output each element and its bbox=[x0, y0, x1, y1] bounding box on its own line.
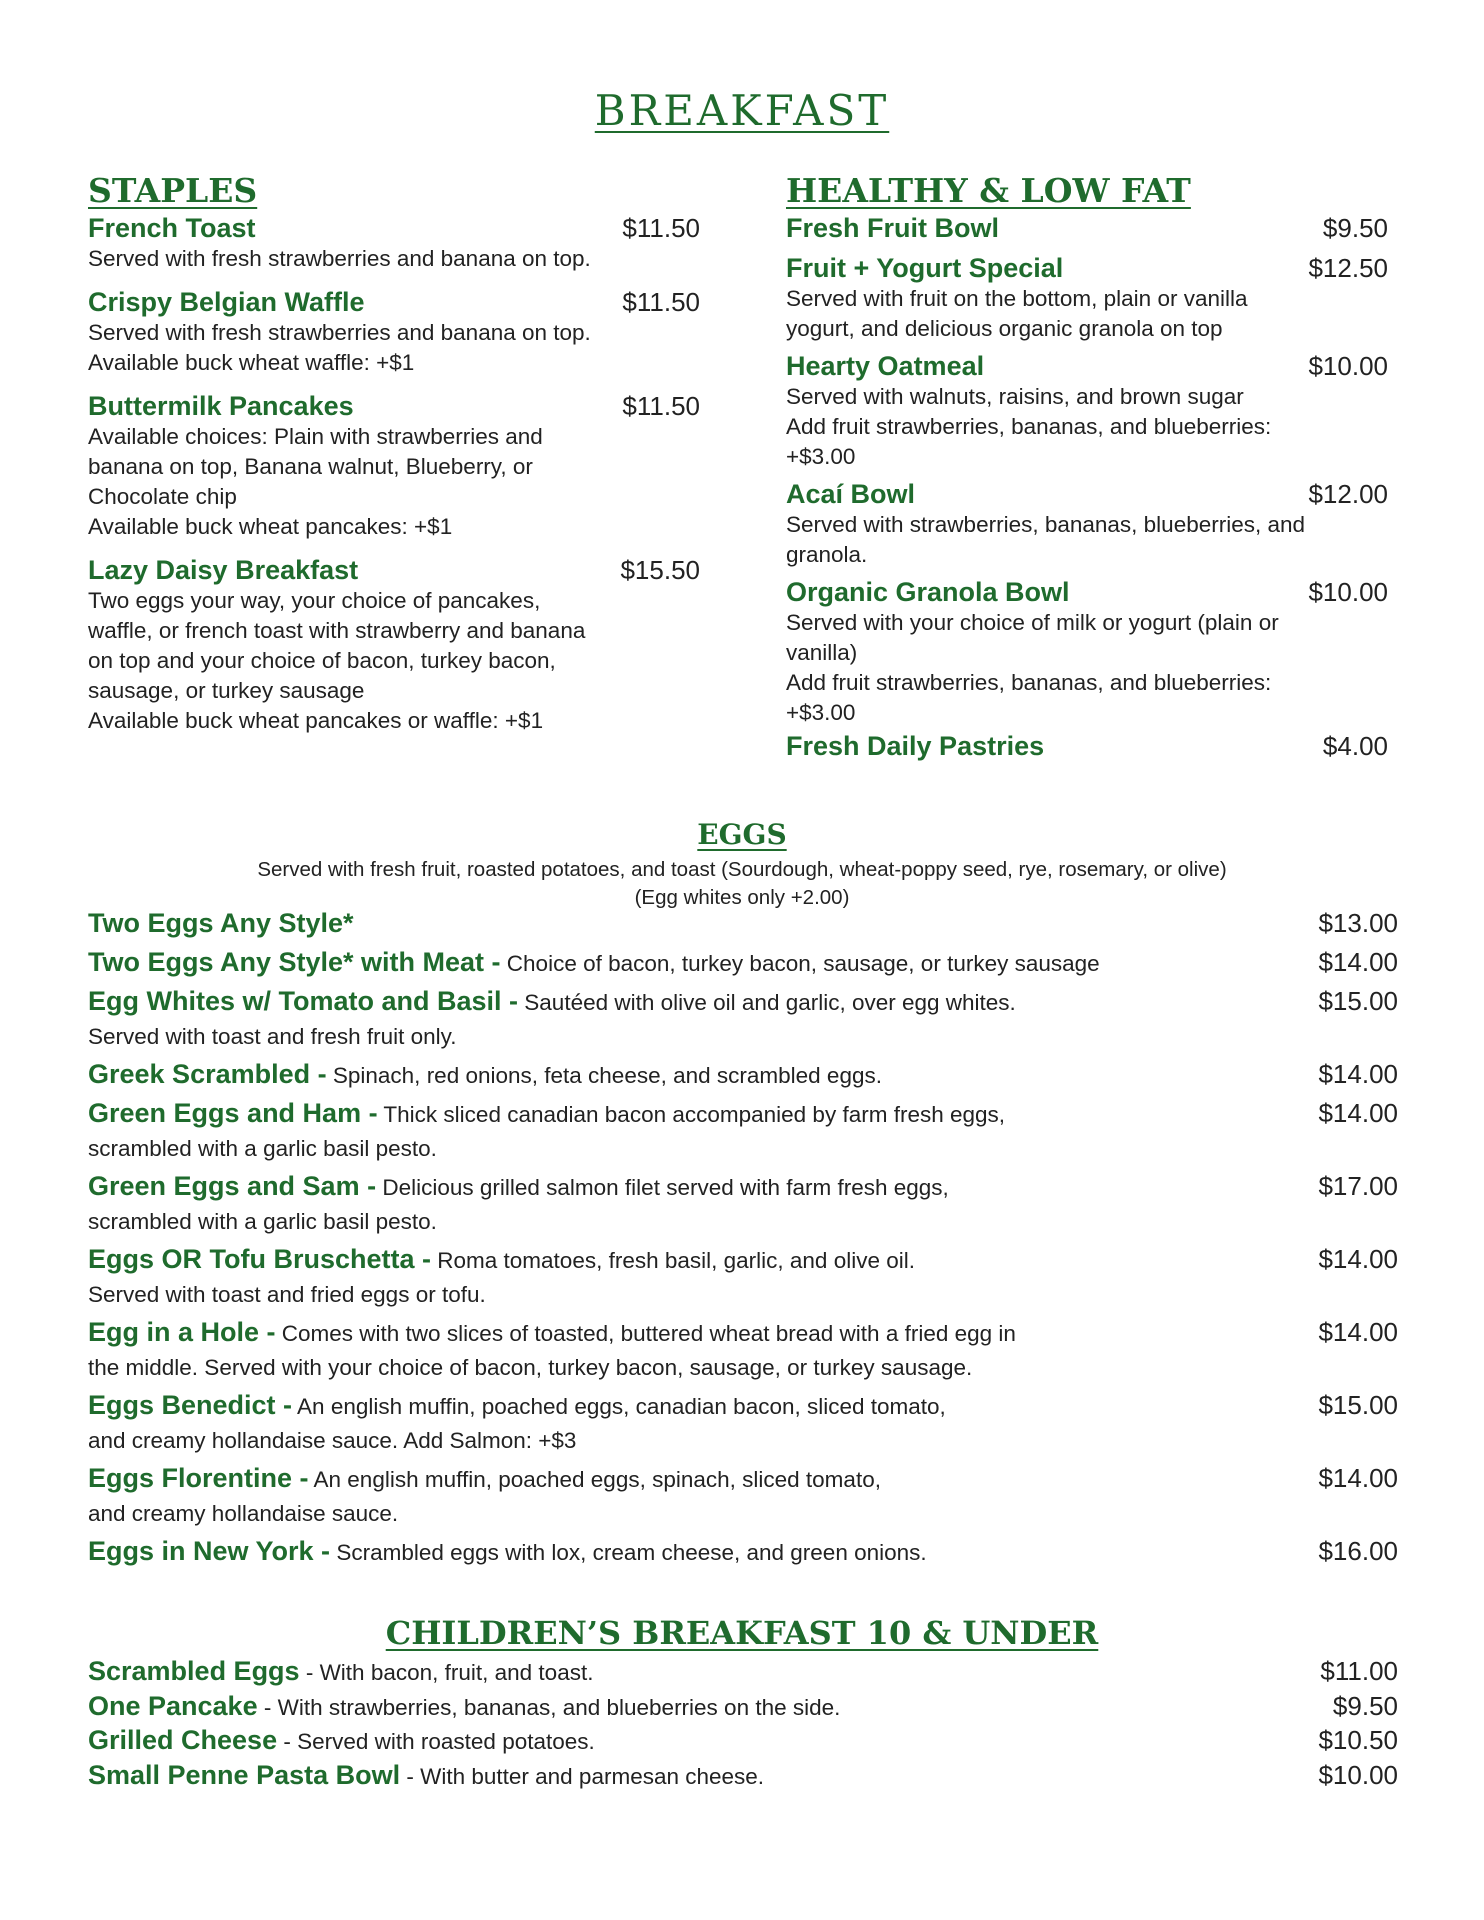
item-name: French Toast bbox=[88, 213, 256, 243]
item-name: Eggs Florentine - bbox=[88, 1463, 309, 1493]
item-name: Green Eggs and Ham - bbox=[88, 1098, 378, 1128]
item-description: Scrambled eggs with lox, cream cheese, and green onions. bbox=[330, 1540, 927, 1565]
item-name: Crispy Belgian Waffle bbox=[88, 287, 365, 317]
item-name: Two Eggs Any Style* with Meat - bbox=[88, 947, 501, 977]
item-description-continued: scrambled with a garlic basil pesto. bbox=[88, 1209, 437, 1234]
egg-item bbox=[88, 1169, 1398, 1239]
item-description: Roma tomatoes, fresh basil, garlic, and olive oil. bbox=[431, 1248, 915, 1273]
item-description: Spinach, red onions, feta cheese, and scrambled eggs. bbox=[326, 1063, 882, 1088]
item-description: Choice of bacon, turkey bacon, sausage, or turkey sausage bbox=[500, 951, 1100, 976]
item-description-continued: the middle. Served with your choice of bacon, turkey bacon, sausage, or turkey sausage. bbox=[88, 1355, 973, 1380]
menu-item bbox=[786, 576, 1388, 728]
item-name: Small Penne Pasta Bowl bbox=[88, 1759, 401, 1790]
menu-item bbox=[786, 730, 1388, 762]
egg-item bbox=[88, 1388, 1398, 1458]
item-price: $12.00 bbox=[1308, 479, 1388, 509]
item-name: One Pancake bbox=[88, 1690, 258, 1721]
egg-item bbox=[88, 1315, 1398, 1385]
item-name: Acaí Bowl bbox=[786, 479, 916, 509]
item-name: Fresh Daily Pastries bbox=[786, 731, 1045, 761]
item-price: $11.50 bbox=[622, 287, 700, 317]
item-name: Eggs Benedict - bbox=[88, 1390, 293, 1420]
healthy-section bbox=[786, 172, 1388, 774]
item-price: $9.50 bbox=[1322, 213, 1388, 243]
egg-item bbox=[88, 1057, 1398, 1093]
egg-item bbox=[88, 1096, 1398, 1166]
item-name: Two Eggs Any Style* bbox=[88, 908, 354, 938]
item-price: $11.50 bbox=[622, 213, 700, 243]
item-price: $15.00 bbox=[1318, 1390, 1398, 1420]
item-price: $12.50 bbox=[1308, 253, 1388, 283]
item-description: Comes with two slices of toasted, buttered wheat bread with a fried egg in bbox=[275, 1321, 1016, 1346]
item-description: - Served with roasted potatoes. bbox=[277, 1729, 595, 1754]
egg-item bbox=[88, 945, 1398, 981]
menu-item bbox=[88, 286, 700, 378]
item-name: Green Eggs and Sam - bbox=[88, 1171, 377, 1201]
item-price: $9.50 bbox=[1332, 1690, 1398, 1721]
item-name: Eggs OR Tofu Bruschetta - bbox=[88, 1244, 432, 1274]
item-name: Greek Scrambled - bbox=[88, 1059, 327, 1089]
item-price: $14.00 bbox=[1318, 947, 1398, 977]
menu-item bbox=[786, 350, 1388, 472]
item-description-continued: Served with toast and fried eggs or tofu. bbox=[88, 1282, 486, 1307]
item-price: $14.00 bbox=[1318, 1244, 1398, 1274]
eggs-list bbox=[88, 906, 1398, 1573]
item-name: Scrambled Eggs bbox=[88, 1656, 300, 1686]
kids-heading: CHILDREN’S BREAKFAST 10 & UNDER bbox=[385, 1614, 1099, 1652]
menu-item bbox=[786, 478, 1388, 570]
eggs-heading: EGGS bbox=[697, 818, 787, 851]
item-name: Fresh Fruit Bowl bbox=[786, 213, 1000, 243]
menu-item bbox=[88, 212, 700, 274]
item-name: Eggs in New York - bbox=[88, 1536, 331, 1566]
healthy-heading: HEALTHY & LOW FAT bbox=[786, 171, 1191, 210]
item-description: Served with fruit on the bottom, plain or vanilla yogurt, and delicious organic granola on top bbox=[786, 286, 1248, 341]
item-description: - With strawberries, bananas, and blueberries on the side. bbox=[257, 1694, 841, 1720]
item-name: Lazy Daisy Breakfast bbox=[88, 555, 359, 585]
item-description: - With bacon, fruit, and toast. bbox=[299, 1660, 594, 1685]
item-name: Hearty Oatmeal bbox=[786, 351, 985, 381]
item-price: $16.00 bbox=[1318, 1536, 1398, 1566]
kids-item bbox=[88, 1689, 1398, 1724]
menu-item bbox=[786, 212, 1388, 244]
eggs-note: (Egg whites only +2.00) bbox=[634, 886, 850, 909]
item-description: Served with fresh strawberries and banana on top. Available buck wheat waffle: +$1 bbox=[88, 320, 591, 375]
item-price: $13.00 bbox=[1318, 908, 1398, 938]
kids-item bbox=[88, 1723, 1398, 1758]
item-price: $15.00 bbox=[1318, 986, 1398, 1016]
kids-item bbox=[88, 1654, 1398, 1689]
item-description: Available choices: Plain with strawberries and banana on top, Banana walnut, Blueberry, or Chocolate chip Available buck wheat pancakes: +$1 bbox=[88, 424, 543, 539]
item-price: $10.50 bbox=[1318, 1725, 1398, 1755]
menu-item bbox=[88, 554, 700, 736]
staples-section bbox=[88, 172, 700, 748]
item-name: Organic Granola Bowl bbox=[786, 577, 1070, 607]
egg-item bbox=[88, 1534, 1398, 1570]
item-price: $14.00 bbox=[1318, 1463, 1398, 1493]
item-description: Served with walnuts, raisins, and brown sugar Add fruit strawberries, bananas, and blueberries: +$3.00 bbox=[786, 384, 1272, 469]
item-description-continued: and creamy hollandaise sauce. bbox=[88, 1501, 399, 1526]
kids-item bbox=[88, 1758, 1398, 1793]
item-price: $11.50 bbox=[622, 391, 700, 421]
item-price: $14.00 bbox=[1318, 1098, 1398, 1128]
egg-item bbox=[88, 1242, 1398, 1312]
egg-item bbox=[88, 1461, 1398, 1531]
kids-list bbox=[88, 1654, 1398, 1792]
item-description-continued: and creamy hollandaise sauce. Add Salmon: +$3 bbox=[88, 1428, 577, 1453]
item-price: $15.50 bbox=[620, 555, 700, 585]
item-price: $14.00 bbox=[1318, 1317, 1398, 1347]
item-name: Fruit + Yogurt Special bbox=[786, 253, 1064, 283]
item-name: Buttermilk Pancakes bbox=[88, 391, 354, 421]
item-description: An english muffin, poached eggs, spinach, sliced tomato, bbox=[308, 1467, 881, 1492]
menu-item bbox=[786, 252, 1388, 344]
item-price: $14.00 bbox=[1318, 1059, 1398, 1089]
item-price: $4.00 bbox=[1322, 731, 1388, 761]
item-description: An english muffin, poached eggs, canadian bacon, sliced tomato, bbox=[292, 1394, 946, 1419]
item-price: $10.00 bbox=[1318, 1759, 1398, 1790]
egg-item bbox=[88, 984, 1398, 1054]
item-description-continued: Served with toast and fresh fruit only. bbox=[88, 1024, 457, 1049]
item-price: $10.00 bbox=[1308, 351, 1388, 381]
item-name: Egg in a Hole - bbox=[88, 1317, 276, 1347]
item-description: - With butter and parmesan cheese. bbox=[400, 1763, 765, 1789]
item-description: Delicious grilled salmon filet served with farm fresh eggs, bbox=[376, 1175, 949, 1200]
staples-heading: STAPLES bbox=[88, 171, 258, 210]
item-description: Served with your choice of milk or yogurt (plain or vanilla) Add fruit strawberries, bananas, and blueberries: +$3.00 bbox=[786, 610, 1279, 725]
eggs-subtitle: Served with fresh fruit, roasted potatoes, and toast (Sourdough, wheat-poppy seed, rye, rosemary, or olive) bbox=[257, 858, 1227, 881]
item-description: Thick sliced canadian bacon accompanied by farm fresh eggs, bbox=[377, 1102, 1006, 1127]
page-title: BREAKFAST bbox=[594, 86, 890, 135]
item-description: Served with strawberries, bananas, blueberries, and granola. bbox=[786, 512, 1306, 567]
item-price: $11.00 bbox=[1320, 1656, 1398, 1686]
item-description: Sautéed with olive oil and garlic, over egg whites. bbox=[518, 990, 1016, 1015]
item-description-continued: scrambled with a garlic basil pesto. bbox=[88, 1136, 437, 1161]
item-description: Two eggs your way, your choice of pancakes, waffle, or french toast with strawberry and banana on top and your choice of bacon, turkey bacon, sausage, or turkey sausage Available buck wheat pancakes or waffle: +$1 bbox=[88, 588, 586, 733]
item-price: $10.00 bbox=[1308, 577, 1388, 607]
egg-item bbox=[88, 906, 1398, 942]
item-price: $17.00 bbox=[1318, 1171, 1398, 1201]
item-name: Egg Whites w/ Tomato and Basil - bbox=[88, 986, 519, 1016]
menu-item bbox=[88, 390, 700, 542]
item-description: Served with fresh strawberries and banana on top. bbox=[88, 246, 591, 271]
item-name: Grilled Cheese bbox=[88, 1725, 278, 1755]
